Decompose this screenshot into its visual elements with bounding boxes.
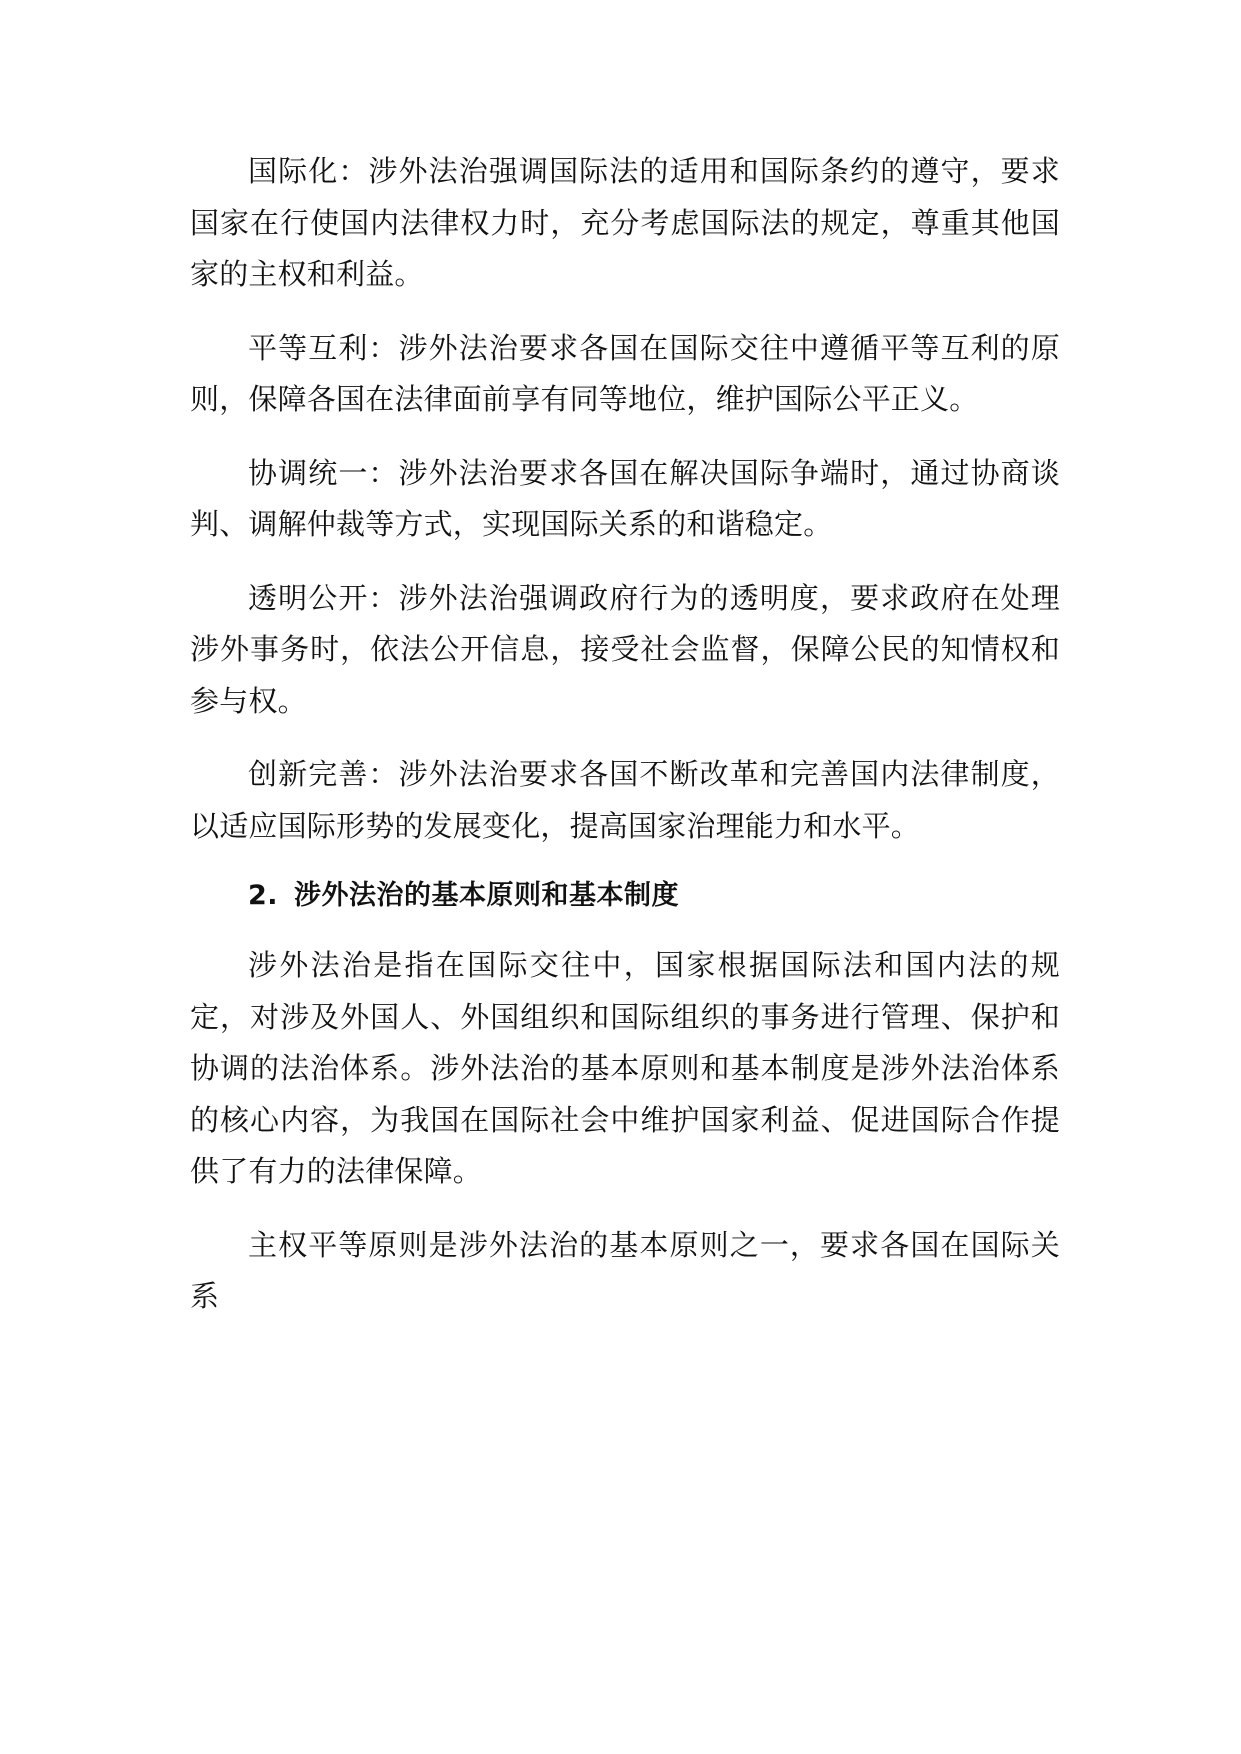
paragraph-coordination-unity: 协调统一：涉外法治要求各国在解决国际争端时，通过协商谈判、调解仲裁等方式，实现国际关系的和谐稳定。 bbox=[190, 455, 1060, 541]
paragraph-definition: 涉外法治是指在国际交往中，国家根据国际法和国内法的规定，对涉及外国人、外国组织和国际组织的事务进行管理、保护和协调的法治体系。涉外法治的基本原则和基本制度是涉外法治体系的核心内容，为我国在国际社会中维护国家利益、促进国际合作提供了有力的法律保障。 bbox=[190, 948, 1060, 1188]
document-body bbox=[190, 146, 1060, 1345]
section-number: 2. bbox=[248, 880, 279, 911]
section-title: 涉外法治的基本原则和基本制度 bbox=[294, 880, 680, 911]
paragraph-internationalization: 国际化：涉外法治强调国际法的适用和国际条约的遵守，要求国家在行使国内法律权力时，充分考虑国际法的规定，尊重其他国家的主权和利益。 bbox=[190, 154, 1060, 291]
paragraph-transparency: 透明公开：涉外法治强调政府行为的透明度，要求政府在处理涉外事务时，依法公开信息，接受社会监督，保障公民的知情权和参与权。 bbox=[190, 580, 1060, 718]
paragraph-innovation: 创新完善：涉外法治要求各国不断改革和完善国内法律制度，以适应国际形势的发展变化，提高国家治理能力和水平。 bbox=[190, 757, 1060, 843]
paragraph-sovereign-equality: 主权平等原则是涉外法治的基本原则之一，要求各国在国际关系 bbox=[190, 1227, 1060, 1313]
section-heading bbox=[248, 876, 1060, 916]
paragraph-equality-mutual-benefit: 平等互利：涉外法治要求各国在国际交往中遵循平等互利的原则，保障各国在法律面前享有同等地位，维护国际公平正义。 bbox=[190, 330, 1060, 416]
